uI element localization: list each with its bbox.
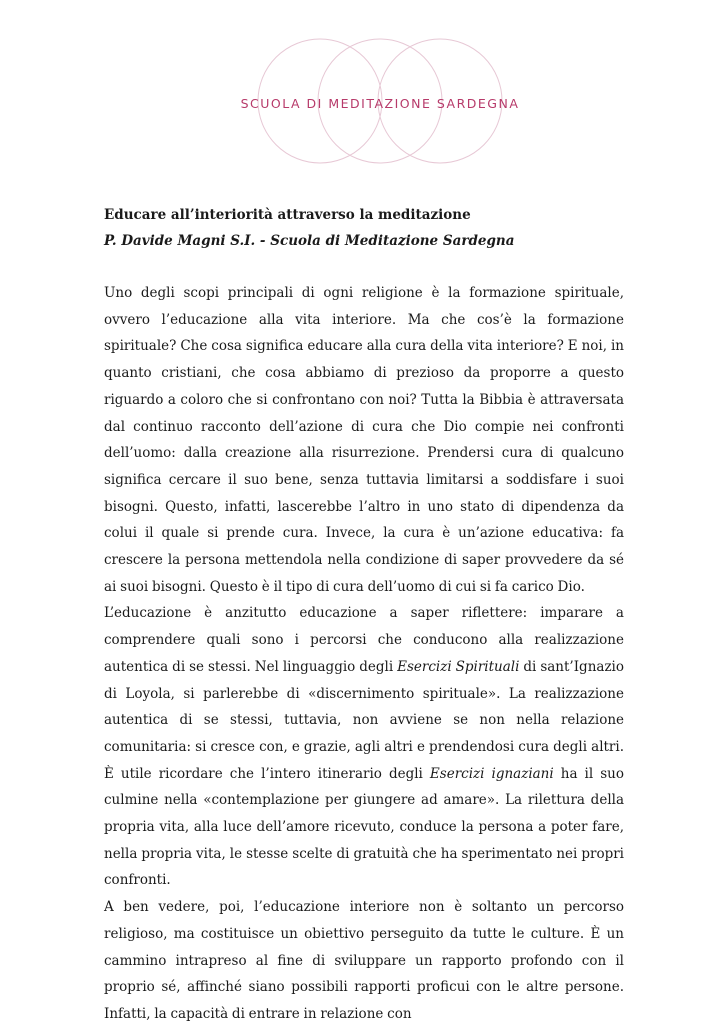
school-logo bbox=[240, 38, 520, 168]
paragraph-2-emphasis-1: Esercizi Spirituali bbox=[397, 658, 520, 675]
logo-text: SCUOLA DI MEDITAZIONE SARDEGNA bbox=[240, 96, 520, 111]
article bbox=[104, 202, 624, 1028]
article-title: Educare all’interiorità attraverso la meditazione bbox=[104, 207, 471, 223]
paragraph-2-text-c: ha il suo culmine nella «contemplazione per giungere ad amare». La rilettura della propria vita, alla luce dell’amore ricevuto, conduce la persona a poter fare, nella propria vita, le stesse scelte di gratuità che ha sperimentato nei propri confronti. bbox=[104, 765, 624, 889]
paragraph-2-emphasis-2: Esercizi ignaziani bbox=[429, 765, 554, 782]
paragraph-2-text-a: L’educazione è anzitutto educazione a saper riflettere: imparare a comprendere quali sono i percorsi che conducono alla realizzazione autentica di se stessi. Nel linguaggio degli bbox=[104, 605, 624, 675]
paragraph-3: A ben vedere, poi, l’educazione interiore non è soltanto un percorso religioso, ma costituisce un obiettivo perseguito da tutte le culture. È un cammino intrapreso al fine di sviluppare un rapporto profondo con il proprio sé, affinché siano possibili rapporti proficui con le altre persone. Infatti, la capacità di entrare in relazione con bbox=[104, 899, 624, 1022]
paragraph-2 bbox=[104, 600, 624, 894]
article-author: P. Davide Magni S.I. - Scuola di Meditazione Sardegna bbox=[104, 233, 515, 249]
paragraph-2-text-b: di sant’Ignazio di Loyola, si parlerebbe di «discernimento spirituale». La realizzazione autentica di se stessi, tuttavia, non avviene se non nella relazione comunitaria: si cresce con, e grazie, agli altri e prendendosi cura degli altri. È utile ricordare che l’intero itinerario degli bbox=[104, 658, 624, 782]
paragraph-1: Uno degli scopi principali di ogni religione è la formazione spirituale, ovvero l’educazione alla vita interiore. Ma che cos’è la formazione spirituale? Che cosa significa educare alla cura della vita interiore? E noi, in quanto cristiani, che cosa abbiamo di prezioso da proporre a questo riguardo a coloro che si confrontano con noi? Tutta la Bibbia è attraversata dal continuo racconto dell’azione di cura che Dio compie nei confronti dell’uomo: dalla creazione alla risurrezione. Prendersi cura di qualcuno significa cercare il suo bene, senza tuttavia limitarsi a soddisfare i suoi bisogni. Questo, infatti, lascerebbe l’altro in uno stato di dipendenza da colui il quale si prende cura. Invece, la cura è un’azione educativa: fa crescere la persona mettendola nella condizione di saper provvedere da sé ai suoi bisogni. Questo è il tipo di cura dell’uomo di cui si fa carico Dio. bbox=[104, 285, 624, 595]
